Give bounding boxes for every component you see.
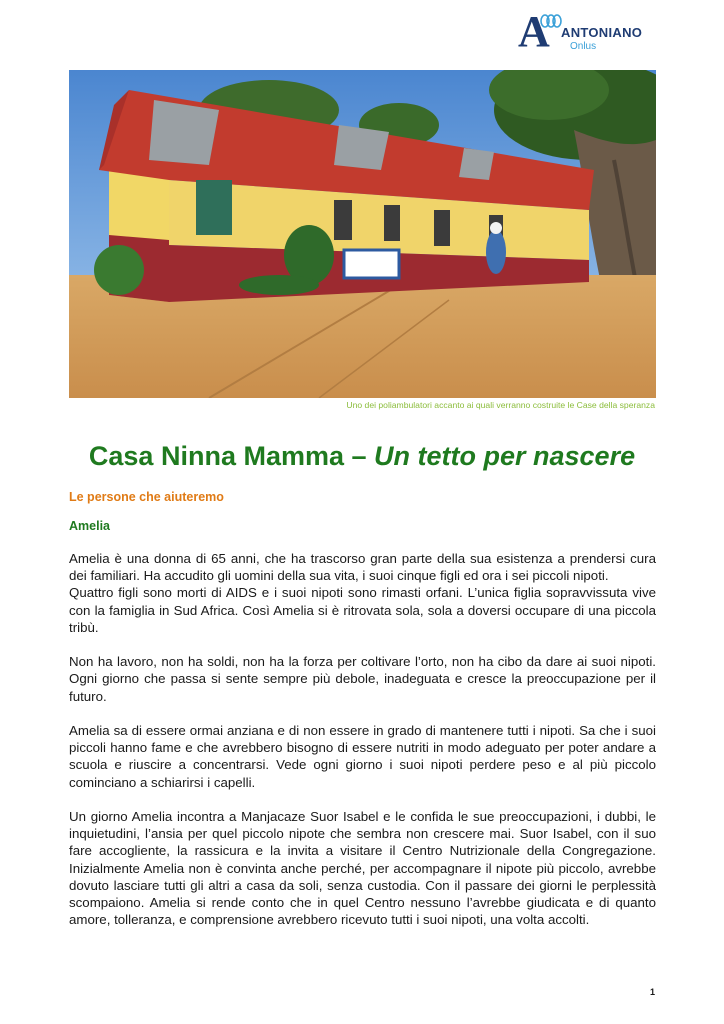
paragraph-line: Amelia è una donna di 65 anni, che ha trascorso gran parte della sua esistenza a prendersi cura dei familiari. Ha accudito gli uomini della sua vita, i suoi cinque figli ed ora i sei piccoli nipoti.	[69, 551, 656, 584]
clinic-photo	[69, 70, 656, 398]
antoniano-logo	[518, 7, 658, 56]
page-title	[0, 441, 724, 472]
logo-name: ANTONIANO	[561, 25, 643, 40]
paragraph	[69, 550, 656, 636]
photo-caption: Uno dei poliambulatori accanto ai quali verranno costruite le Case della speranza	[346, 400, 655, 410]
person-name: Amelia	[69, 519, 110, 533]
paragraph-line: Amelia sa di essere ormai anziana e di non essere in grado di mantenere tutti i nipoti. Sa che i suoi piccoli hanno fame e che avrebbero bisogno di essere nutriti in modo adeguato per poter andare a scuola e riuscire a concentrarsi. Vede ogni giorno i suoi nipoti perdere peso e al più piccolo cominciano a schiarirsi i capelli.	[69, 723, 656, 790]
paragraph-line: Quattro figli sono morti di AIDS e i suoi nipoti sono rimasti orfani. L’unica figlia sopravvissuta vive con la famiglia in Sud Africa. Così Amelia si è ritrovata sola, sola a doversi occupare di una piccola tribù.	[69, 585, 656, 635]
paragraph-line: Un giorno Amelia incontra a Manjacaze Suor Isabel e le confida le sue preoccupazioni, i dubbi, le inquietudini, l’ansia per quel piccolo nipote che sembra non crescere mai. Suor Isabel, con il suo fare accogliente, la rassicura e la invita a visitare il Centro Nutrizionale della Congregazione. Inizialmente Amelia non è convinta anche perché, per accompagnare il nipote più piccolo, avrebbe dovuto lasciare tutti gli altri a casa da soli, senza custodia. Con il passare dei giorni le perplessità scompaiono. Amelia si rende conto che in quel Centro nessuno l’avrebbe giudicata e di quanto amore, tolleranza, e comprensione avrebbero ricevuto tutti i suoi nipoti, una volta accolti.	[69, 809, 656, 928]
logo-letter: A	[518, 7, 550, 56]
body-text	[69, 550, 656, 946]
logo-subtitle: Onlus	[570, 41, 597, 52]
page-number: 1	[649, 987, 655, 997]
paragraph	[69, 808, 656, 928]
paragraph-line: Non ha lavoro, non ha soldi, non ha la forza per coltivare l’orto, non ha cibo da dare ai suoi nipoti. Ogni giorno che passa si sente sempre più debole, inadeguata e cresce la preoccupazione per il futuro.	[69, 654, 656, 704]
paragraph	[69, 722, 656, 791]
section-heading: Le persone che aiuteremo	[69, 490, 224, 504]
paragraph	[69, 653, 656, 705]
title-italic: Un tetto per nascere	[374, 441, 636, 471]
clinic-building-image	[69, 70, 656, 398]
title-main: Casa Ninna Mamma –	[88, 441, 375, 471]
